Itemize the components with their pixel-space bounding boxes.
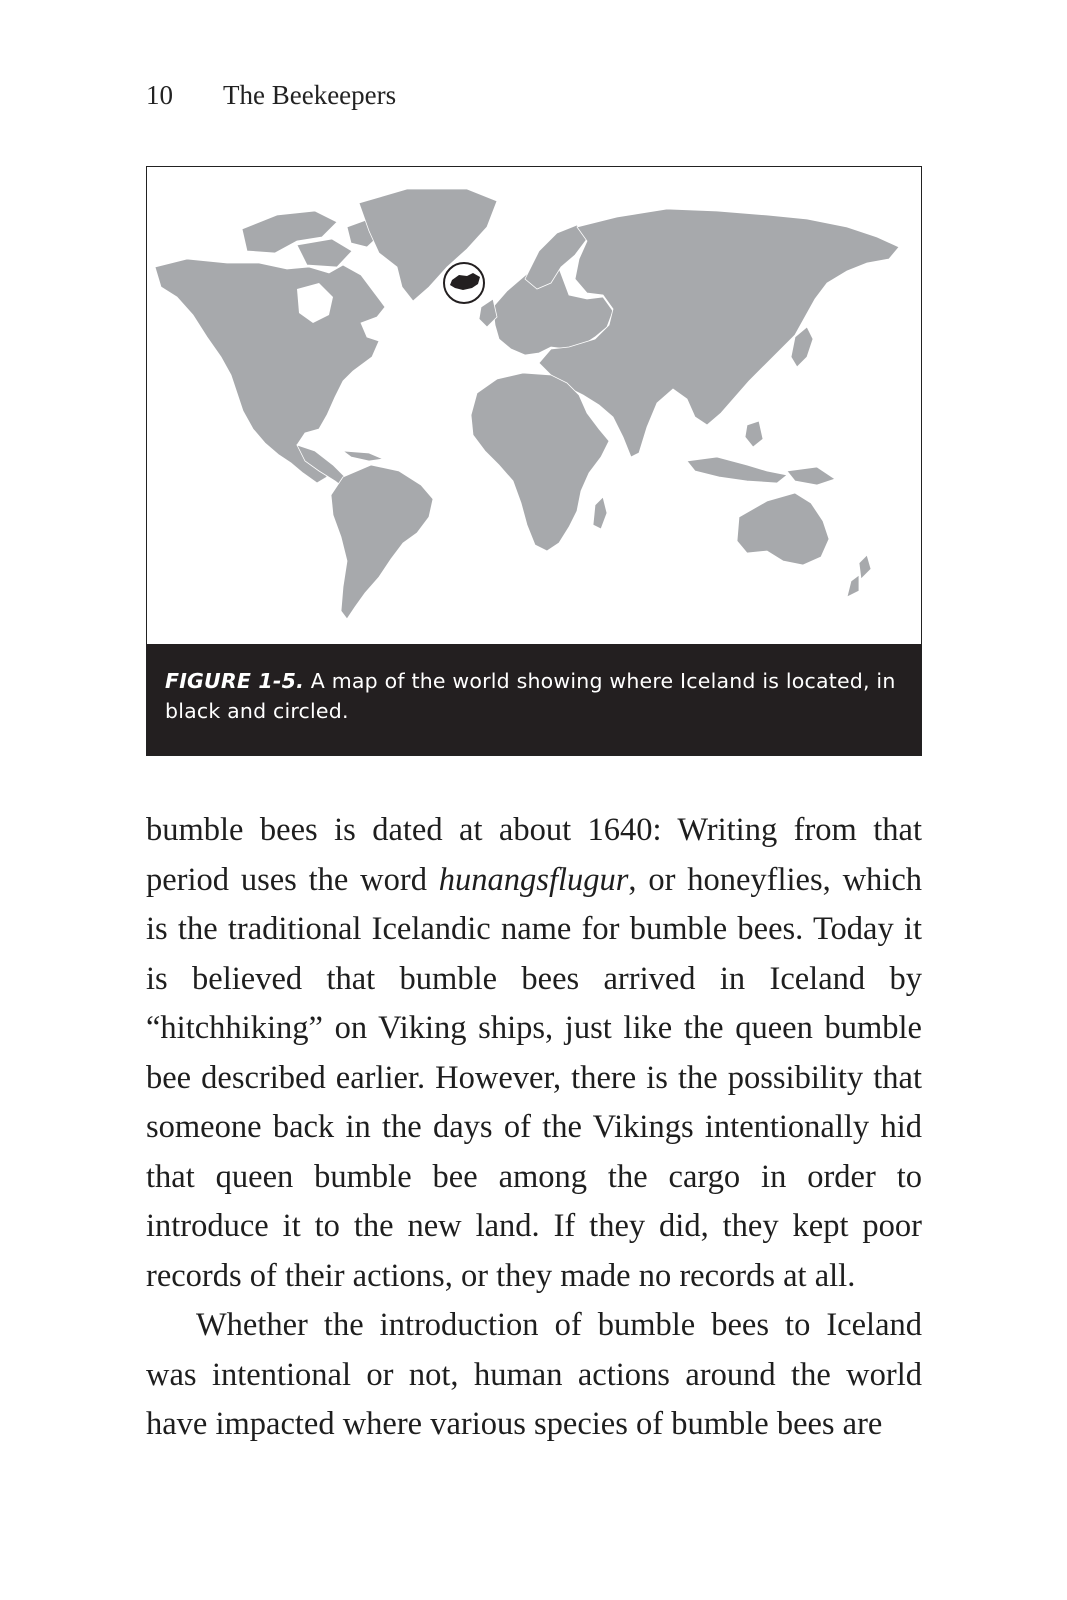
- page-number: 10: [146, 80, 173, 110]
- north-america: [155, 259, 385, 483]
- figure-caption-text: A map of the world showing where Iceland is located, in black and circled.: [165, 669, 896, 723]
- world-map: [147, 167, 920, 645]
- arctic-islands-2: [297, 239, 352, 267]
- british-isles: [479, 299, 497, 327]
- figure-world-map: [146, 166, 922, 756]
- indonesia: [687, 457, 787, 483]
- figure-label: FIGURE 1-5.: [165, 669, 305, 693]
- running-head: [146, 80, 396, 111]
- paragraph-1: [146, 806, 922, 1301]
- new-zealand: [859, 555, 871, 579]
- new-zealand-south: [847, 575, 859, 597]
- figure-caption: [147, 644, 921, 755]
- paragraph-2: Whether the introduction of bumble bees to Iceland was intentional or not, human actions around the world have impacted where various species of bumble bees are: [146, 1307, 922, 1442]
- philippines: [745, 421, 763, 447]
- paragraph-1-part-b: , or honeyflies, which is the traditional Icelandic name for bumble bees. Today it is believed that bumble bees arrived in Iceland by “hitchhiking” on Viking ships, just like the queen bumble bee described earlier. However, there is the possibility that someone back in the days of the Vikings intentionally hid that queen bumble bee among the cargo in order to introduce it to the new land. If they did, they kept poor records of their actions, or they made no records at all.: [146, 861, 922, 1294]
- new-guinea: [787, 467, 835, 485]
- south-america: [331, 465, 433, 619]
- iceland-shape: [450, 273, 480, 290]
- iceland-marker: [444, 263, 484, 303]
- running-title: The Beekeepers: [223, 80, 397, 110]
- africa: [471, 373, 609, 551]
- madagascar: [593, 497, 607, 529]
- body-text: [146, 806, 922, 1450]
- world-map-svg: [147, 167, 920, 645]
- caribbean: [343, 451, 383, 461]
- icelandic-term: hunangsflugur: [438, 861, 629, 898]
- paragraph-1-part-a: bumble bees is dated at about 1640: Writing from that period uses the word: [146, 812, 922, 898]
- australia: [737, 493, 829, 565]
